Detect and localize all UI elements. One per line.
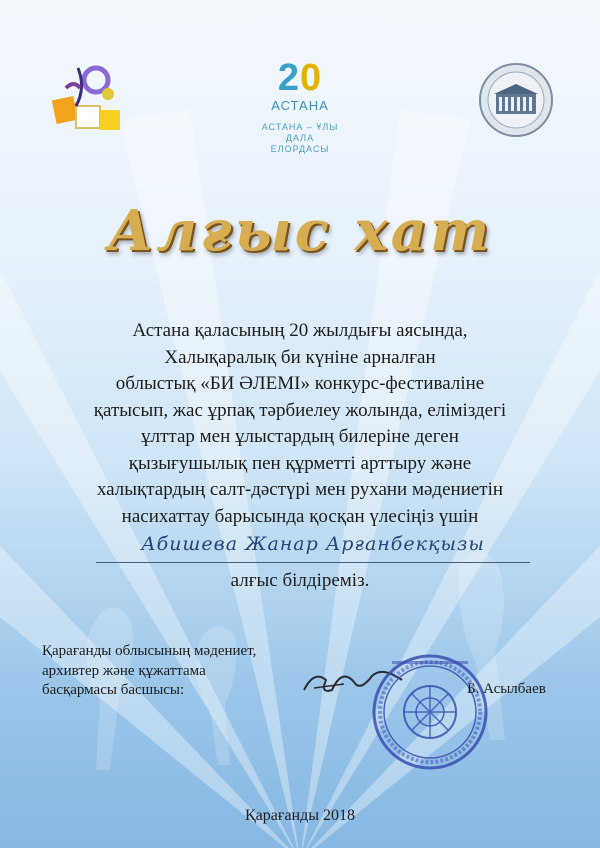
signer-line: архивтер және құжаттама	[42, 662, 206, 679]
official-stamp-icon	[370, 652, 490, 772]
body-line: насихаттау барысында қосқан үлесіңіз үшін	[121, 505, 479, 527]
body-line: облыстық «БИ ӘЛЕМІ» конкурс-фестиваліне	[115, 373, 485, 394]
recipient-underline	[96, 562, 530, 563]
certificate-body	[40, 318, 560, 530]
recipient-name: Абишева Жанар Арғанбекқызы	[141, 533, 485, 555]
body-line: қатысып, жас ұрпақ тәрбиелеу жолында, еліміздегі	[93, 399, 507, 421]
signer-line: басқармасы басшысы:	[42, 682, 185, 698]
certificate-title: Алғыс хат	[107, 198, 493, 264]
signer-line: Қарағанды облысының мәдениет,	[42, 643, 257, 659]
astana-logo-motto-1: АСТАНА – ҰЛЫ ДАЛА	[261, 122, 339, 143]
body-line: ұлттар мен ұлыстардың билеріне деген	[141, 426, 459, 447]
signer-name: Б. Асылбаев	[467, 681, 546, 697]
signer-position	[42, 642, 256, 701]
astana-logo-city: АСТАНА	[271, 98, 329, 113]
thanks-text: алғыс білдіреміз.	[230, 570, 370, 591]
astana-logo-motto-2: ЕЛОРДАСЫ	[270, 144, 330, 154]
astana-20-number: 20	[277, 57, 323, 99]
body-line: Астана қаласының 20 жылдығы аясында,	[132, 320, 468, 341]
body-line: қызығушылық пен құрметті арттыру және	[128, 452, 472, 474]
body-line: халықтардың салт-дәстүрі мен рухани мәдениетін	[96, 479, 504, 500]
footer-city-year: Қарағанды 2018	[245, 807, 355, 824]
body-line: Халықаралық би күніне арналған	[164, 346, 436, 368]
friendship-house-emblem-icon	[478, 62, 554, 138]
arts-logo-icon	[46, 58, 126, 148]
astana-20-logo	[248, 58, 352, 155]
